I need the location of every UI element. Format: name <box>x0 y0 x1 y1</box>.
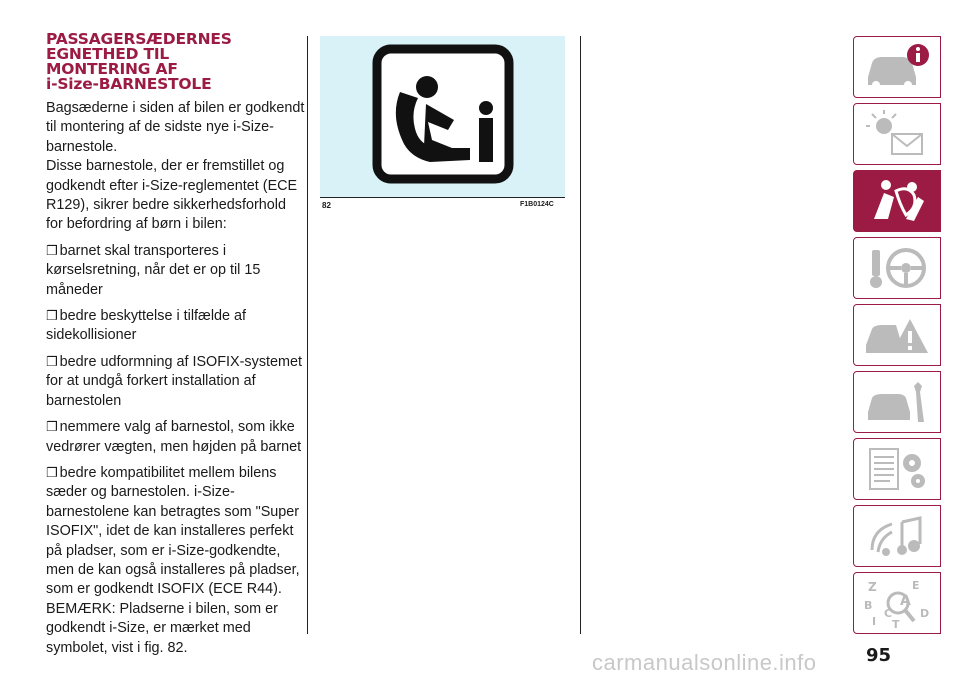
specs-gears-icon <box>862 443 932 495</box>
heading-line: EGNETHED TIL <box>46 45 170 63</box>
media-music-icon <box>862 510 932 562</box>
bullet-item <box>46 241 306 300</box>
tab-multimedia[interactable] <box>853 505 941 567</box>
watermark: carmanualsonline.info <box>592 650 817 675</box>
tab-specifications[interactable] <box>853 438 941 500</box>
index-letter: I <box>872 615 877 628</box>
bullet-text: nemmere valg af barnestol, som ikke vedrører vægten, men højden på barnet <box>46 419 302 455</box>
checkbox-bullet-icon: ❒ <box>46 308 58 324</box>
bullet-text: bedre udformning af ISOFIX-systemet for at undgå forkert installation af barnestolen <box>46 353 302 409</box>
bullet-text: barnet skal transporteres i kørselsretning, når det er op til 15 måneder <box>46 242 261 298</box>
tab-emergency[interactable] <box>853 304 941 366</box>
bullet-item <box>46 352 306 411</box>
note-paragraph: BEMÆRK: Pladserne i bilen, som er godkendt i-Size, er mærket med symbolet, vist i fig. 82. <box>46 600 278 656</box>
page-number: 95 <box>866 645 892 666</box>
heading-line: i-Size-BARNESTOLE <box>46 75 212 93</box>
column-divider <box>580 36 581 634</box>
tab-lights-messages[interactable] <box>853 103 941 165</box>
tab-car-info[interactable] <box>853 36 941 98</box>
car-info-icon <box>862 41 932 93</box>
key-steering-wheel-icon <box>862 242 932 294</box>
bullet-text: bedre beskyttelse i tilfælde af sidekollisioner <box>46 308 247 344</box>
chapter-tabs <box>853 36 945 639</box>
car-breakdown-warning-icon <box>862 309 932 361</box>
figure-bottom-rule <box>320 197 565 198</box>
tab-starting-driving[interactable] <box>853 237 941 299</box>
seat-airbag-icon <box>862 175 932 227</box>
index-letter: E <box>912 579 920 592</box>
figure-code: F1B0124C <box>520 201 554 208</box>
figure-isize-symbol <box>320 36 565 197</box>
index-letter: Z <box>868 580 877 594</box>
checkbox-bullet-icon: ❒ <box>46 242 58 258</box>
index-letter: A <box>900 593 911 609</box>
car-wrench-icon <box>862 376 932 428</box>
tab-maintenance[interactable] <box>853 371 941 433</box>
index-letter: B <box>864 599 873 612</box>
heading-line: MONTERING AF <box>46 60 178 78</box>
paragraph: Bagsæderne i siden af bilen er godkendt til montering af de sidste nye i-Size-barnestole. <box>46 100 305 155</box>
bullet-item <box>46 306 306 346</box>
paragraph: Disse barnestole, der er fremstillet og godkendt efter i-Size-reglementet (ECE R129), sikrer bedre sikkerhedsforhold for befordring af børn i bilen: <box>46 158 298 233</box>
tab-safety[interactable] <box>853 170 941 232</box>
checkbox-bullet-icon: ❒ <box>46 419 58 435</box>
bullet-item <box>46 417 306 457</box>
checkbox-bullet-icon: ❒ <box>46 353 58 369</box>
index-letter: C <box>884 607 893 620</box>
index-letter: T <box>892 618 900 629</box>
body-text <box>46 99 306 658</box>
heading-line: PASSAGERSÆDERNES <box>46 30 232 48</box>
column-divider <box>307 36 308 634</box>
lights-envelope-icon <box>862 108 932 160</box>
index-letter: D <box>920 607 930 620</box>
checkbox-bullet-icon: ❒ <box>46 464 58 480</box>
section-heading <box>46 32 296 92</box>
index-search-icon <box>862 577 932 629</box>
figure-number: 82 <box>322 201 331 210</box>
bullet-item <box>46 463 306 600</box>
bullet-text: bedre kompatibilitet mellem bilens sæder og barnestolen. i-Size-barnestolene kan betragtes som "Super ISOFIX", idet de kan installeres perfekt på pladser, som er i-Size-godkendte, men de kan også installeres på pladser, som er godkendt ISOFIX (ECE R44). <box>46 464 300 598</box>
isize-child-seat-icon <box>320 36 565 197</box>
tab-index[interactable] <box>853 572 941 634</box>
